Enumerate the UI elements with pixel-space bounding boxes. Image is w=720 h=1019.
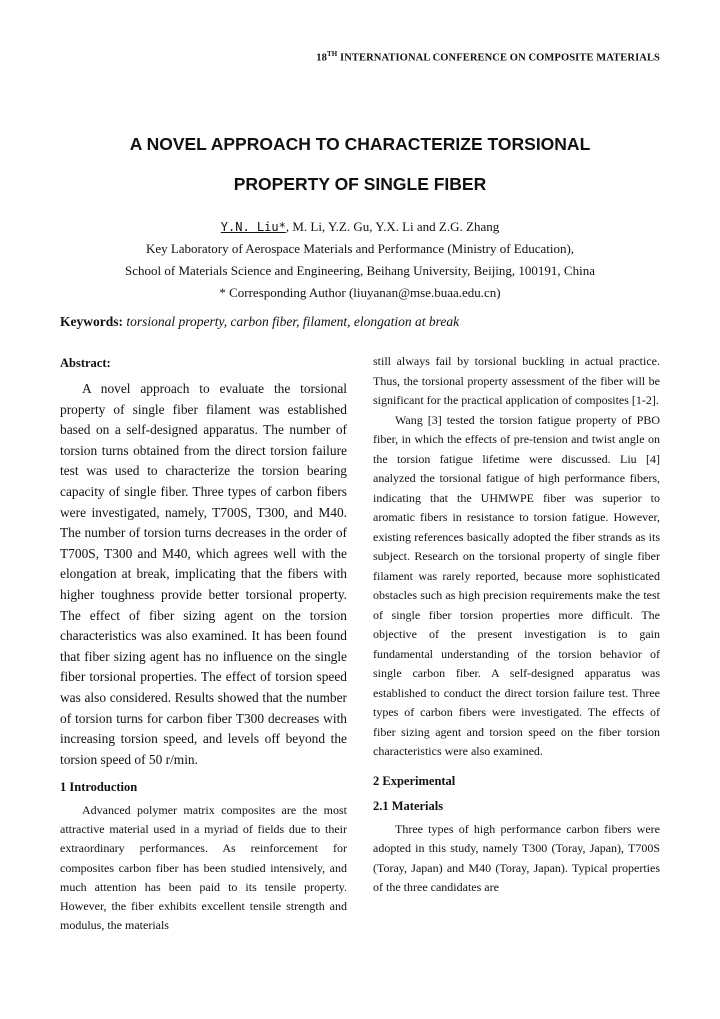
literature-review-text: Wang [3] tested the torsion fatigue property of PBO fiber, in which the effects of pre-tension and twist angle on the torsion fatigue lifetime were discussed. Liu [4] analyzed the torsional fatigue of high performance fibers, indicating that the UHMWPE fiber was superior to aromatic fibers in resistance to torsion fatigue. However, existing references basically adopted the fiber strands as its subject. Research on the torsional property of single fiber filament was rarely reported, because more sophisticated obstacles such as high precision requirements make the test of single fiber torsion properties more difficult. The objective of the present investigation is to gain fundamental understanding of the torsion behavior of single carbon fiber. A self-designed apparatus was established to conduct the direct torsion failure test. Three types of carbon fibers were investigated. The effects of fiber sizing agent and torsion speed on the fiber torsion characteristics were also examined.	[373, 412, 660, 758]
header-number: 18	[316, 52, 327, 64]
abstract-text: A novel approach to evaluate the torsional property of single fiber filament was established based on a self-designed apparatus. The number of torsion turns obtained from the direct torsion failure test was used to characterize the torsion bearing capacity of single fiber. Three types of carbon fibers were investigated, namely, T700S, T300, and M40. The number of torsion turns decreases in the order of T700S, T300 and M40, which agrees well with the elongation at break, implicating that the fibers with higher toughness provide better torsional property. The effect of fiber sizing agent on the torsion characteristics was also examined. It has been found that fiber sizing agent has no influence on the single fiber torsional properties. The effect of torsion speed was also considered. Results showed that the number of torsion turns for carbon fiber T300 decreases with increasing torsion speed, and levels off beyond the torsion speed of 50 r/min.	[60, 381, 347, 767]
title-line-2: PROPERTY OF SINGLE FIBER	[233, 174, 487, 194]
header-text: INTERNATIONAL CONFERENCE ON COMPOSITE MATERIALS	[337, 52, 660, 64]
keywords-label: Keywords:	[60, 314, 123, 329]
running-header	[316, 50, 660, 64]
experimental-heading: 2 Experimental	[373, 773, 456, 788]
right-column	[373, 352, 660, 898]
author-block	[60, 216, 660, 304]
paper-title	[60, 124, 660, 204]
affiliation-2: School of Materials Science and Engineering, Beihang University, Beijing, 100191, China	[125, 263, 595, 278]
abstract-heading: Abstract:	[60, 356, 111, 370]
keywords-line	[60, 314, 660, 330]
materials-heading: 2.1 Materials	[373, 798, 444, 813]
left-column	[60, 356, 347, 935]
first-author: Y.N. Liu*	[220, 220, 286, 234]
corresponding-author: * Corresponding Author (liuyanan@mse.buaa.edu.cn)	[219, 285, 501, 300]
intro-continued-text: still always fail by torsional buckling in actual practice. Thus, the torsional property assessment of the fiber will be significant for the practical application of composites [1-2].	[373, 354, 660, 407]
introduction-heading: 1 Introduction	[60, 780, 138, 795]
header-superscript: TH	[327, 50, 338, 58]
introduction-text: Advanced polymer matrix composites are the most attractive material used in a myriad of fields due to their extraordinary performances. As reinforcement for composites carbon fiber has been studied intensively, and much attention has been paid to its tensile property. However, the fiber exhibits excellent tensile strength and modulus, the materials	[60, 803, 347, 932]
title-line-1: A NOVEL APPROACH TO CHARACTERIZE TORSIONAL	[129, 134, 591, 154]
keywords-text: torsional property, carbon fiber, filament, elongation at break	[123, 314, 460, 329]
author-list	[60, 216, 660, 238]
co-authors: , M. Li, Y.Z. Gu, Y.X. Li and Z.G. Zhang	[285, 219, 500, 234]
materials-text: Three types of high performance carbon fibers were adopted in this study, namely T300 (Toray, Japan), T700S (Toray, Japan) and M40 (Toray, Japan). Typical properties of the three candidates are	[373, 821, 660, 894]
affiliation-1: Key Laboratory of Aerospace Materials and Performance (Ministry of Education),	[145, 241, 575, 256]
